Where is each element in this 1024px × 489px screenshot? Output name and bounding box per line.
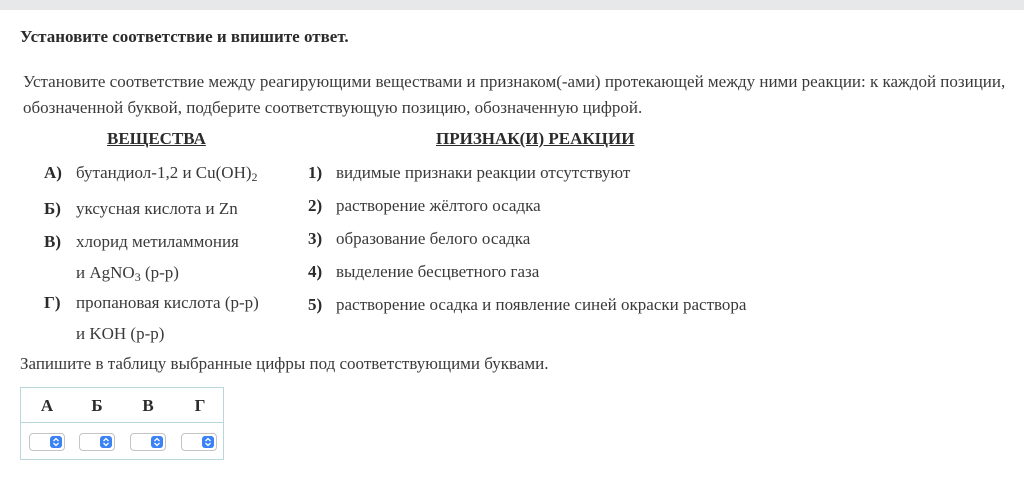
select-arrows-icon bbox=[151, 436, 163, 448]
table-divider bbox=[21, 422, 223, 423]
select-arrows-icon bbox=[50, 436, 62, 448]
answer-table bbox=[20, 387, 224, 460]
answer-select-v[interactable] bbox=[130, 433, 166, 451]
top-bar bbox=[0, 0, 1024, 10]
sign-1: видимые признаки реакции отсутствуют bbox=[336, 163, 631, 182]
sign-label-5: 5) bbox=[308, 295, 323, 314]
task-instructions: Установите соответствие между реагирующими веществами и признаком(-ами) протекающей между ними реакции: к каждой позиции, обозначенной буквой, подберите соответствующую позицию, обозначенную цифрой. bbox=[23, 72, 1006, 117]
select-arrows-icon bbox=[100, 436, 112, 448]
sign-3: образование белого осадка bbox=[336, 229, 531, 248]
answer-prompt: Запишите в таблицу выбранные цифры под соответствующими буквами. bbox=[20, 354, 549, 373]
sign-label-2: 2) bbox=[308, 196, 323, 215]
answer-header-a: А bbox=[40, 396, 54, 415]
answer-header-v: В bbox=[142, 396, 154, 415]
sign-label-1: 1) bbox=[308, 163, 323, 182]
sign-4: выделение бесцветного газа bbox=[336, 262, 540, 281]
substance-g: пропановая кислота (р-р) и KOH (р-р) bbox=[76, 293, 259, 343]
answer-header-b: Б bbox=[91, 396, 103, 415]
substance-label-a: А) bbox=[44, 163, 62, 182]
sign-label-4: 4) bbox=[308, 262, 323, 281]
sign-2: растворение жёлтого осадка bbox=[336, 196, 541, 215]
substances-column-header: ВЕЩЕСТВА bbox=[107, 129, 206, 148]
select-arrows-icon bbox=[202, 436, 214, 448]
sign-5: растворение осадка и появление синей окраски раствора bbox=[336, 295, 747, 314]
answer-select-b[interactable] bbox=[79, 433, 115, 451]
substance-label-g: Г) bbox=[44, 293, 61, 312]
substance-v: хлорид метиламмония и AgNO$_3$ (р-р) bbox=[76, 232, 239, 284]
answer-select-g[interactable] bbox=[181, 433, 217, 451]
substance-label-v: В) bbox=[44, 232, 61, 251]
task-heading: Установите соответствие и впишите ответ. bbox=[20, 27, 349, 46]
answer-select-a[interactable] bbox=[29, 433, 65, 451]
substance-a: бутандиол-1,2 и $Cu(OH)_2$ bbox=[76, 163, 258, 184]
substance-b: уксусная кислота и Zn bbox=[76, 199, 238, 218]
answer-header-g: Г bbox=[194, 396, 206, 415]
signs-column-header: ПРИЗНАК(И) РЕАКЦИИ bbox=[436, 129, 635, 148]
substance-label-b: Б) bbox=[44, 199, 61, 218]
sign-label-3: 3) bbox=[308, 229, 323, 248]
